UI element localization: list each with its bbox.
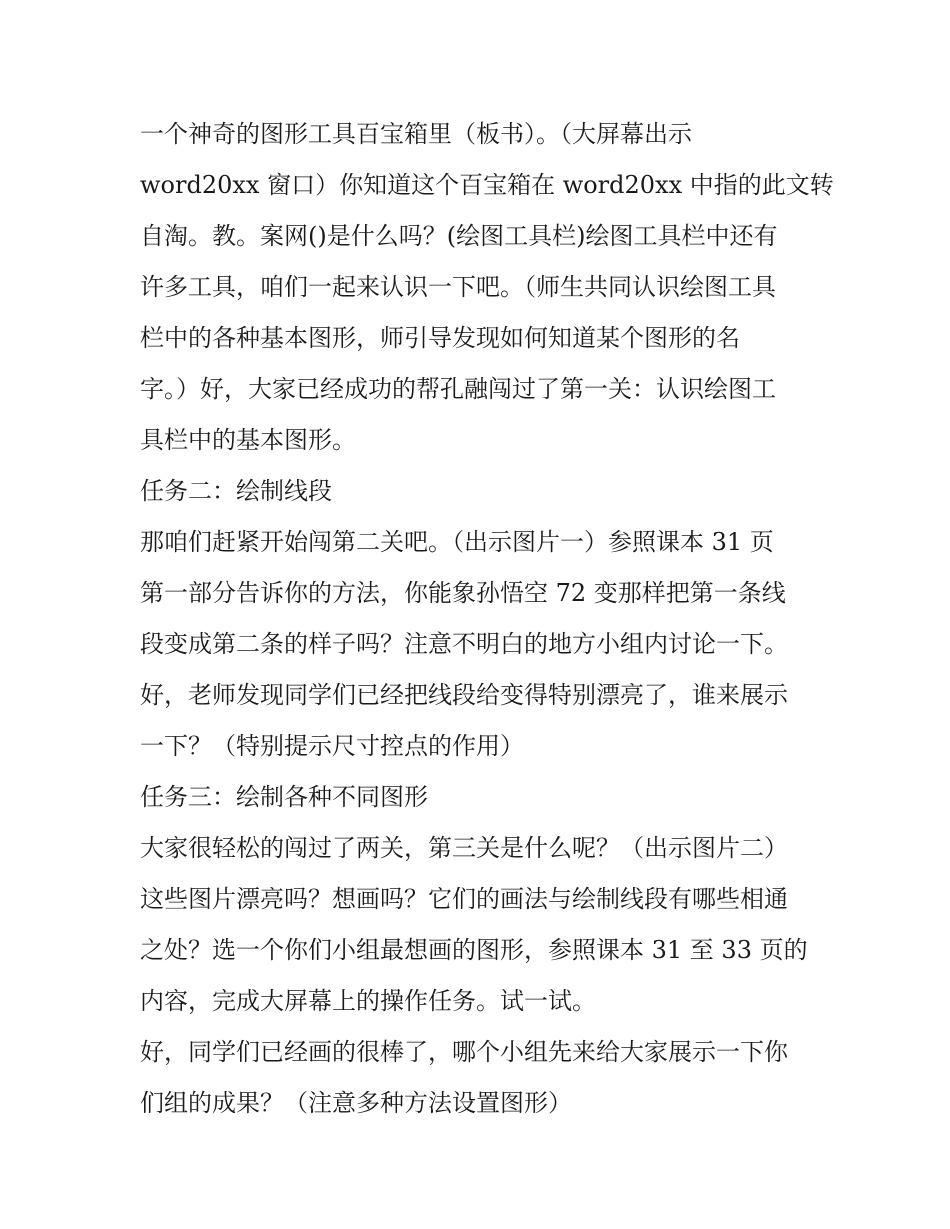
text-line: word20xx 窗口）你知道这个百宝箱在 word20xx 中指的此文转 xyxy=(140,171,834,199)
text-line: 栏中的各种基本图形，师引导发现如何知道某个图形的名 xyxy=(140,324,740,352)
text-line: 具栏中的基本图形。 xyxy=(140,426,356,454)
text-line: 这些图片漂亮吗？想画吗？它们的画法与绘制线段有哪些相通 xyxy=(140,885,788,913)
text-line: 字。）好，大家已经成功的帮孔融闯过了第一关：认识绘图工 xyxy=(140,375,776,403)
text-line: 之处？选一个你们小组最想画的图形，参照课本 31 至 33 页的 xyxy=(140,936,808,964)
text-line: 第一部分告诉你的方法，你能象孙悟空 72 变那样把第一条线 xyxy=(140,579,786,607)
text-line: 一下？（特别提示尺寸控点的作用） xyxy=(140,732,524,760)
text-line: 那咱们赶紧开始闯第二关吧。（出示图片一）参照课本 31 页 xyxy=(140,528,774,556)
text-line: 好，同学们已经画的很棒了，哪个小组先来给大家展示一下你 xyxy=(140,1038,788,1066)
text-line: 大家很轻松的闯过了两关，第三关是什么呢？（出示图片二） xyxy=(140,834,788,862)
text-line: 许多工具，咱们一起来认识一下吧。（师生共同认识绘图工具 xyxy=(140,273,776,301)
section-heading-task-two: 任务二：绘制线段 xyxy=(140,477,332,505)
text-line: 一个神奇的图形工具百宝箱里（板书）。（大屏幕出示 xyxy=(140,120,692,148)
text-line: 们组的成果？（注意多种方法设置图形） xyxy=(140,1089,572,1117)
text-line: 段变成第二条的样子吗？注意不明白的地方小组内讨论一下。 xyxy=(140,630,788,658)
document-body xyxy=(140,109,834,1129)
text-line: 内容，完成大屏幕上的操作任务。试一试。 xyxy=(140,987,596,1015)
section-heading-task-three: 任务三：绘制各种不同图形 xyxy=(140,783,428,811)
text-line: 好，老师发现同学们已经把线段给变得特别漂亮了，谁来展示 xyxy=(140,681,788,709)
text-line: 自淘。教。案网()是什么吗？(绘图工具栏)绘图工具栏中还有 xyxy=(140,222,778,250)
